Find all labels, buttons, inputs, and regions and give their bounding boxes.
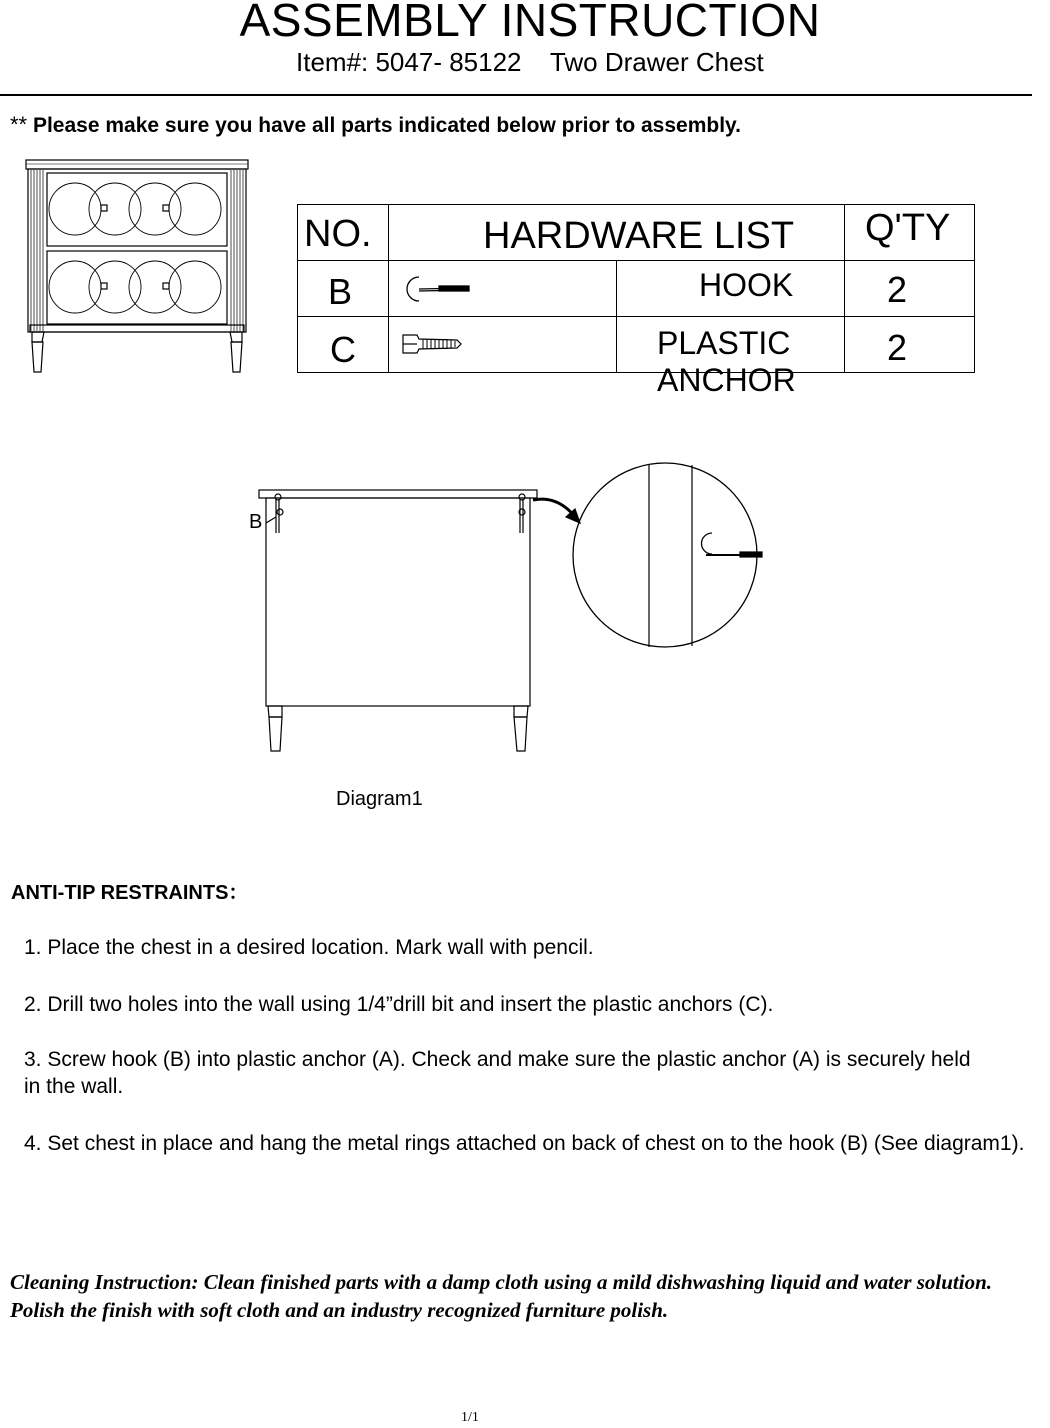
table-row xyxy=(298,317,975,373)
step-3: 3. Screw hook (B) into plastic anchor (A). Check and make sure the plastic anchor (A) is securely held in the wall. xyxy=(24,1048,971,1098)
hook-icon xyxy=(389,261,616,316)
header-qty: Q'TY xyxy=(865,207,951,249)
header-hardware-list: HARDWARE LIST xyxy=(483,215,795,257)
plastic-anchor-icon xyxy=(389,317,616,372)
row-name: PLASTIC ANCHOR xyxy=(657,325,796,398)
row-qty: 2 xyxy=(887,327,908,368)
page-number: 1/1 xyxy=(461,1410,479,1425)
header-no: NO. xyxy=(304,213,372,255)
diagram-part-label: B xyxy=(249,511,263,533)
header-divider xyxy=(0,94,1032,96)
cleaning-instruction: Cleaning Instruction: Clean finished parts with a damp cloth using a mild dishwashing liquid and water solution. Polish the finish with soft cloth and an industry recognized furniture polish. xyxy=(10,1270,993,1322)
note-text: Please make sure you have all parts indicated below prior to assembly. xyxy=(27,114,742,137)
step-4: 4. Set chest in place and hang the metal rings attached on back of chest on to the hook (B) (See diagram1). xyxy=(24,1132,1025,1155)
table-row xyxy=(298,261,975,317)
item-subtitle: Item#: 5047- 85122 Two Drawer Chest xyxy=(296,47,764,77)
row-no: C xyxy=(330,329,356,370)
table-header-row xyxy=(298,205,975,261)
row-qty: 2 xyxy=(887,269,908,310)
row-name: HOOK xyxy=(699,267,794,303)
anti-tip-title: ANTI-TIP RESTRAINTS： xyxy=(11,882,249,904)
page-title: ASSEMBLY INSTRUCTION xyxy=(239,0,821,46)
diagram-caption: Diagram1 xyxy=(336,788,423,810)
step-2: 2. Drill two holes into the wall using 1/4”drill bit and insert the plastic anchors (C). xyxy=(24,993,774,1016)
step-1: 1. Place the chest in a desired location. Mark wall with pencil. xyxy=(24,936,594,959)
row-no: B xyxy=(328,271,353,312)
hardware-table xyxy=(297,204,975,398)
anti-tip-diagram xyxy=(240,455,780,760)
chest-illustration xyxy=(20,156,255,376)
note-stars: ** xyxy=(10,112,28,137)
parts-note xyxy=(10,112,741,138)
